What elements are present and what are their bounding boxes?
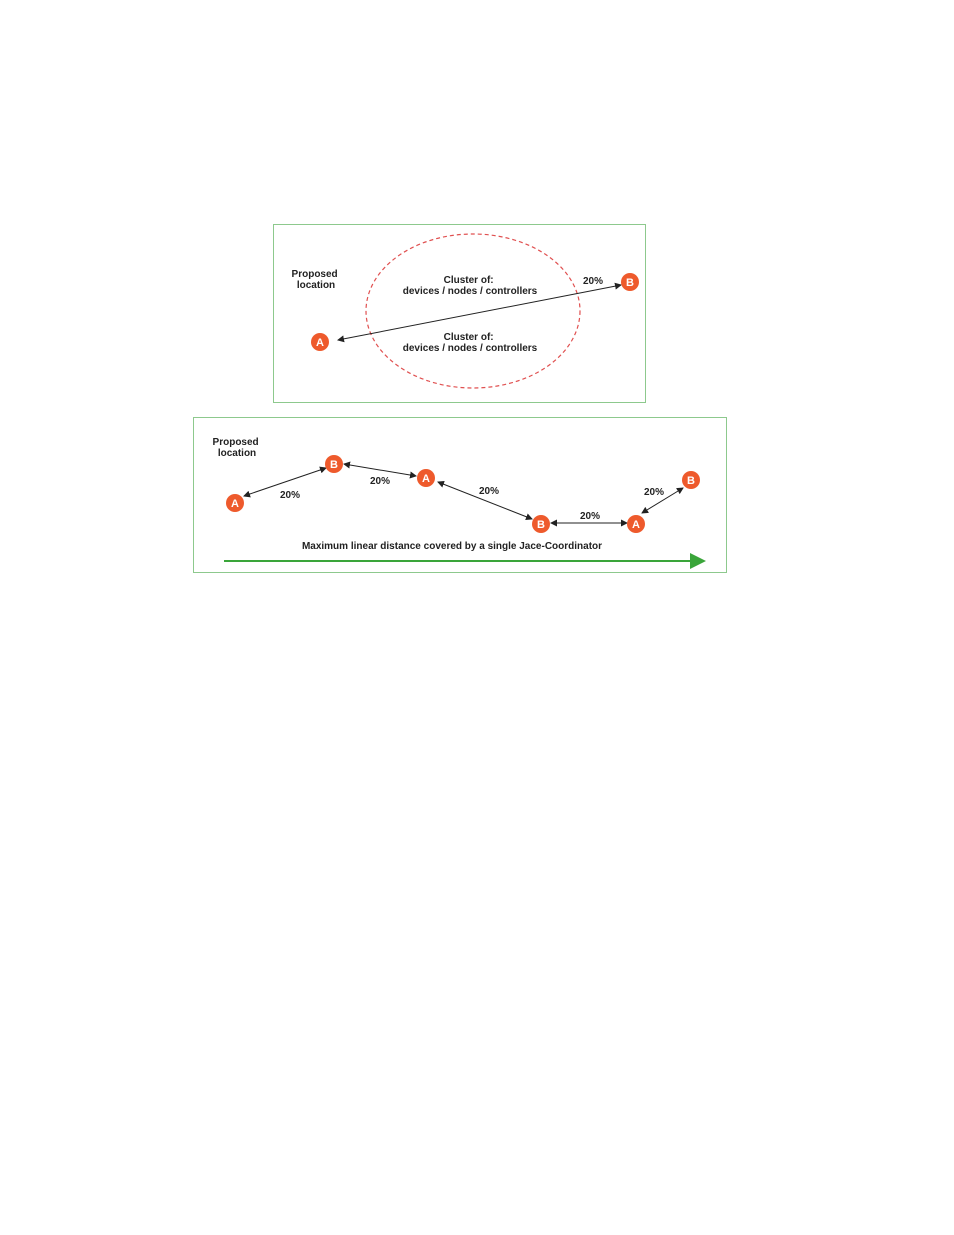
node-6-b [682, 471, 700, 489]
svg-text:B: B [626, 277, 634, 289]
cluster-label-bottom: Cluster of: devices / nodes / controllers [402, 332, 538, 354]
node-4-b [532, 515, 550, 533]
cluster-label-top: Cluster of: devices / nodes / controllers [402, 275, 538, 297]
percent-label-3: 20% [478, 486, 500, 497]
svg-text:A: A [632, 519, 640, 531]
svg-text:A: A [231, 498, 239, 510]
linear-range-svg [194, 418, 728, 574]
svg-text:B: B [687, 475, 695, 487]
proposed-location-label: Proposed location [291, 269, 338, 291]
node-b [621, 273, 639, 291]
node-a [311, 333, 329, 351]
svg-text:B: B [537, 519, 545, 531]
single-cluster-diagram [273, 224, 646, 403]
svg-text:B: B [330, 459, 338, 471]
node-2-b [325, 455, 343, 473]
proposed-location-label-2: Proposed location [212, 437, 259, 459]
percent-label-1: 20% [279, 490, 301, 501]
svg-text:A: A [316, 337, 324, 349]
single-cluster-svg [274, 225, 647, 404]
node-1-a [226, 494, 244, 512]
svg-text:A: A [422, 473, 430, 485]
node-3-a [417, 469, 435, 487]
link-2 [344, 464, 416, 476]
node-5-a [627, 515, 645, 533]
linear-range-diagram [193, 417, 727, 573]
percent-label-5: 20% [643, 487, 665, 498]
percent-label: 20% [582, 276, 604, 287]
percent-label-4: 20% [579, 511, 601, 522]
cluster-boundary [366, 234, 580, 388]
range-caption: Maximum linear distance covered by a single Jace-Coordinator [301, 541, 603, 552]
percent-label-2: 20% [369, 476, 391, 487]
